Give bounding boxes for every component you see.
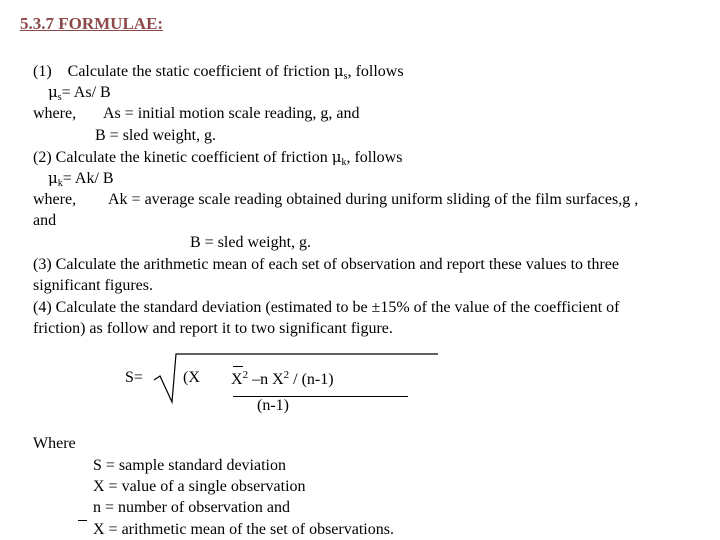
- formula-tail: / (n-1): [293, 371, 334, 388]
- mu-symbol: μ: [333, 62, 344, 80]
- formula-exp1: 2: [242, 369, 249, 381]
- step3-line2: significant figures.: [33, 277, 153, 294]
- mean-bar: [78, 520, 87, 521]
- formula-exp2: 2: [283, 369, 290, 381]
- step1-eq: = As/ B: [61, 84, 111, 101]
- mean-bar: [233, 366, 243, 367]
- where3-label: Where: [33, 435, 76, 452]
- step2-text: (2) Calculate the kinetic coefficient of friction: [33, 149, 328, 166]
- step1-follows: , follows: [347, 63, 404, 80]
- where1-b-def: B = sled weight, g.: [95, 127, 217, 144]
- def-n: n = number of observation and: [93, 499, 290, 516]
- mu-symbol: μ: [48, 169, 58, 187]
- step3-line1: (3) Calculate the arithmetic mean of each set of observation and report these values to three: [33, 256, 619, 273]
- mu-subscript: k: [341, 157, 347, 168]
- where2-label: where,: [33, 191, 77, 208]
- def-mean: X = arithmetic mean of the set of observations.: [93, 521, 394, 538]
- where2-b-def: B = sled weight, g.: [190, 234, 312, 251]
- formula-x: X: [231, 371, 243, 388]
- where1-label: where,: [33, 105, 77, 122]
- step4-line2: friction) as follow and report it to two significant figure.: [33, 320, 393, 337]
- section-heading: 5.3.7 FORMULAE:: [20, 14, 164, 33]
- where1-text: As = initial motion scale reading, g, and: [103, 105, 360, 122]
- formula-open: (X: [183, 369, 200, 386]
- step2-eq: = Ak/ B: [62, 170, 114, 187]
- formula-denominator: (n-1): [257, 397, 289, 414]
- step1-text: Calculate the static coefficient of friction: [67, 63, 330, 80]
- step1-number: (1): [33, 63, 52, 80]
- where2-cont: and: [33, 212, 57, 229]
- formula-lhs: S=: [125, 369, 143, 386]
- mu-symbol: μ: [48, 83, 58, 101]
- mu-subscript: k: [57, 178, 63, 189]
- step2-follows: , follows: [346, 149, 403, 166]
- mu-subscript: s: [343, 71, 348, 82]
- step4-line1: (4) Calculate the standard deviation (estimated to be ±15% of the value of the coefficient of: [33, 299, 620, 316]
- def-x: X = value of a single observation: [93, 478, 306, 495]
- formula-numerator: [231, 369, 334, 389]
- mu-symbol: μ: [331, 148, 342, 166]
- formula-mid: –n X: [252, 371, 284, 388]
- def-s: S = sample standard deviation: [93, 457, 286, 474]
- mu-subscript: s: [57, 92, 62, 103]
- where2-text: Ak = average scale reading obtained during uniform sliding of the film surfaces,g ,: [108, 191, 639, 208]
